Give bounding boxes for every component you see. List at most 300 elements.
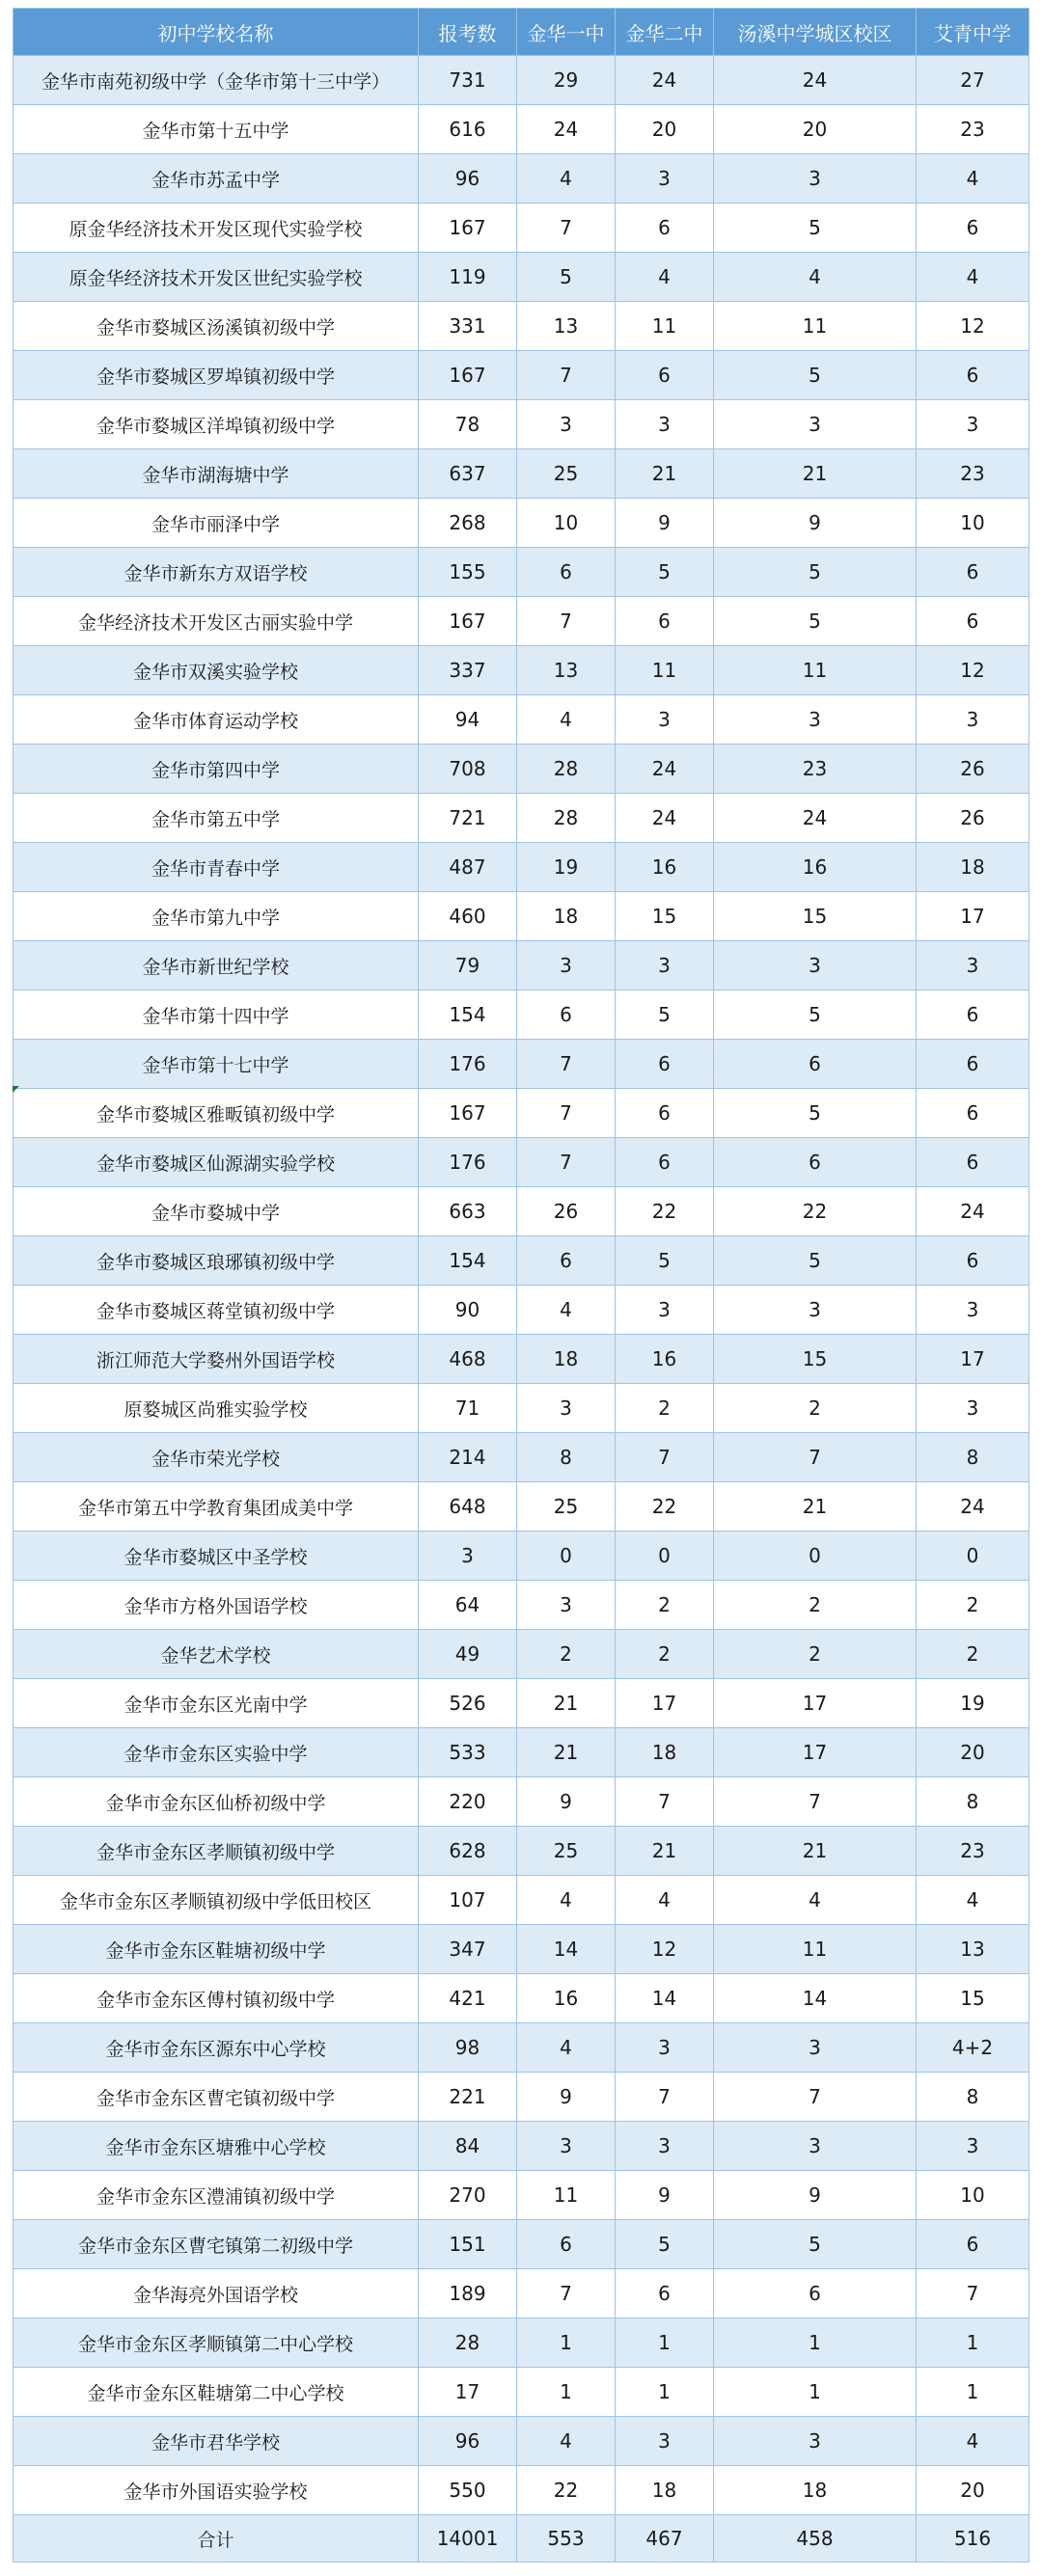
- cell-applicants: 189: [419, 2269, 517, 2318]
- cell-jinhua-no2: 3: [616, 695, 714, 745]
- cell-applicants: 533: [419, 1728, 517, 1777]
- table-row: [14, 154, 1029, 203]
- cell-aiqing: 20: [917, 2466, 1029, 2515]
- cell-jinhua-no2: 24: [616, 56, 714, 105]
- cell-applicants: 176: [419, 1040, 517, 1089]
- cell-jinhua-no2: 22: [616, 1482, 714, 1532]
- admission-quota-table: [13, 8, 1029, 2562]
- cell-aiqing: 4: [917, 1876, 1029, 1925]
- cell-jinhua-no1: 11: [517, 2171, 616, 2220]
- cell-school-name: 金华市婺城区琅琊镇初级中学: [14, 1236, 419, 1286]
- cell-error-indicator-icon: [13, 1086, 19, 1093]
- cell-tangxi-city-campus: 4: [714, 253, 917, 302]
- cell-aiqing: 8: [917, 1777, 1029, 1827]
- cell-school-name: 金华市君华学校: [14, 2417, 419, 2466]
- cell-jinhua-no2: 2: [616, 1581, 714, 1630]
- cell-applicants: 71: [419, 1384, 517, 1433]
- cell-jinhua-no1: 4: [517, 1286, 616, 1335]
- table-row: [14, 548, 1029, 597]
- cell-aiqing: 26: [917, 794, 1029, 843]
- cell-aiqing: 4: [917, 253, 1029, 302]
- cell-applicants: 17: [419, 2368, 517, 2417]
- cell-aiqing: 6: [917, 1089, 1029, 1138]
- cell-jinhua-no1: 7: [517, 1138, 616, 1187]
- cell-school-name: 原金华经济技术开发区现代实验学校: [14, 203, 419, 253]
- cell-tangxi-city-campus: 3: [714, 2417, 917, 2466]
- cell-jinhua-no1: 10: [517, 499, 616, 548]
- cell-aiqing: 19: [917, 1679, 1029, 1728]
- cell-jinhua-no1: 8: [517, 1433, 616, 1482]
- cell-school-name: 金华市金东区孝顺镇第二中心学校: [14, 2318, 419, 2368]
- cell-school-name: 金华市青春中学: [14, 843, 419, 892]
- cell-tangxi-city-campus: 5: [714, 990, 917, 1040]
- table-row: [14, 2318, 1029, 2368]
- table-row: [14, 695, 1029, 745]
- cell-applicants: 154: [419, 990, 517, 1040]
- cell-tangxi-city-campus: 5: [714, 1089, 917, 1138]
- table-row: [14, 203, 1029, 253]
- cell-school-name: 金华市荣光学校: [14, 1433, 419, 1482]
- table-row: [14, 56, 1029, 105]
- cell-jinhua-no1: 5: [517, 253, 616, 302]
- cell-school-name: 金华市金东区孝顺镇初级中学低田校区: [14, 1876, 419, 1925]
- table-row: [14, 2269, 1029, 2318]
- table-row: [14, 990, 1029, 1040]
- cell-jinhua-no1: 6: [517, 990, 616, 1040]
- cell-applicants: 90: [419, 1286, 517, 1335]
- cell-applicants: 663: [419, 1187, 517, 1236]
- cell-jinhua-no2: 18: [616, 1728, 714, 1777]
- cell-jinhua-no1: 18: [517, 892, 616, 941]
- cell-aiqing: 3: [917, 2122, 1029, 2171]
- cell-aiqing: 13: [917, 1925, 1029, 1974]
- cell-school-name: 金华市婺城区仙源湖实验学校: [14, 1138, 419, 1187]
- cell-jinhua-no1: 25: [517, 1827, 616, 1876]
- cell-applicants: 154: [419, 1236, 517, 1286]
- cell-school-name: 金华艺术学校: [14, 1630, 419, 1679]
- cell-jinhua-no1: 3: [517, 1384, 616, 1433]
- cell-tangxi-city-campus: 11: [714, 302, 917, 351]
- cell-applicants: 176: [419, 1138, 517, 1187]
- cell-jinhua-no1: 3: [517, 400, 616, 449]
- cell-aiqing: 2: [917, 1630, 1029, 1679]
- total-tangxi-city-campus: 458: [714, 2515, 917, 2562]
- cell-jinhua-no2: 15: [616, 892, 714, 941]
- cell-applicants: 94: [419, 695, 517, 745]
- cell-school-name: 金华市南苑初级中学（金华市第十三中学）: [14, 56, 419, 105]
- cell-jinhua-no1: 26: [517, 1187, 616, 1236]
- cell-aiqing: 3: [917, 1384, 1029, 1433]
- cell-jinhua-no2: 1: [616, 2318, 714, 2368]
- cell-school-name: 金华市婺城中学: [14, 1187, 419, 1236]
- cell-tangxi-city-campus: 24: [714, 794, 917, 843]
- cell-school-name: 金华市新世纪学校: [14, 941, 419, 990]
- total-jinhua-no1: 553: [517, 2515, 616, 2562]
- cell-school-name: 原金华经济技术开发区世纪实验学校: [14, 253, 419, 302]
- cell-school-name: 金华市婺城区洋埠镇初级中学: [14, 400, 419, 449]
- table-row: [14, 1630, 1029, 1679]
- cell-applicants: 3: [419, 1532, 517, 1581]
- cell-school-name: 金华市丽泽中学: [14, 499, 419, 548]
- cell-aiqing: 3: [917, 400, 1029, 449]
- table-footer: [14, 2515, 1029, 2562]
- cell-tangxi-city-campus: 1: [714, 2368, 917, 2417]
- cell-tangxi-city-campus: 9: [714, 499, 917, 548]
- cell-jinhua-no1: 25: [517, 449, 616, 499]
- cell-school-name: 金华经济技术开发区古丽实验中学: [14, 597, 419, 646]
- cell-school-name: 金华市第四中学: [14, 745, 419, 794]
- cell-jinhua-no1: 9: [517, 1777, 616, 1827]
- cell-jinhua-no2: 21: [616, 449, 714, 499]
- cell-applicants: 155: [419, 548, 517, 597]
- cell-applicants: 79: [419, 941, 517, 990]
- cell-school-name: 金华市湖海塘中学: [14, 449, 419, 499]
- table-row: [14, 105, 1029, 154]
- cell-aiqing: 6: [917, 548, 1029, 597]
- cell-jinhua-no2: 5: [616, 990, 714, 1040]
- cell-tangxi-city-campus: 3: [714, 941, 917, 990]
- cell-applicants: 220: [419, 1777, 517, 1827]
- cell-school-name: 金华市婺城区罗埠镇初级中学: [14, 351, 419, 400]
- cell-school-name: 金华海亮外国语学校: [14, 2269, 419, 2318]
- cell-jinhua-no1: 21: [517, 1679, 616, 1728]
- cell-school-name: 金华市第十五中学: [14, 105, 419, 154]
- cell-tangxi-city-campus: 3: [714, 695, 917, 745]
- cell-aiqing: 12: [917, 302, 1029, 351]
- cell-aiqing: 23: [917, 105, 1029, 154]
- total-jinhua-no2: 467: [616, 2515, 714, 2562]
- cell-aiqing: 1: [917, 2368, 1029, 2417]
- cell-jinhua-no1: 3: [517, 1581, 616, 1630]
- cell-aiqing: 20: [917, 1728, 1029, 1777]
- table-row: [14, 1777, 1029, 1827]
- cell-applicants: 107: [419, 1876, 517, 1925]
- cell-aiqing: 6: [917, 203, 1029, 253]
- table-row: [14, 351, 1029, 400]
- cell-tangxi-city-campus: 15: [714, 1335, 917, 1384]
- cell-applicants: 167: [419, 203, 517, 253]
- cell-jinhua-no2: 3: [616, 400, 714, 449]
- cell-school-name: 金华市第九中学: [14, 892, 419, 941]
- table-row: [14, 1187, 1029, 1236]
- cell-tangxi-city-campus: 5: [714, 203, 917, 253]
- cell-applicants: 64: [419, 1581, 517, 1630]
- cell-jinhua-no1: 2: [517, 1630, 616, 1679]
- table-row: [14, 2220, 1029, 2269]
- cell-aiqing: 17: [917, 1335, 1029, 1384]
- header-tangxi-city-campus: 汤溪中学城区校区: [714, 9, 917, 56]
- cell-aiqing: 17: [917, 892, 1029, 941]
- cell-tangxi-city-campus: 6: [714, 2269, 917, 2318]
- table-row: [14, 892, 1029, 941]
- cell-school-name: 金华市金东区实验中学: [14, 1728, 419, 1777]
- cell-applicants: 637: [419, 449, 517, 499]
- cell-applicants: 119: [419, 253, 517, 302]
- table-row: [14, 253, 1029, 302]
- cell-school-name: 金华市金东区曹宅镇第二初级中学: [14, 2220, 419, 2269]
- cell-applicants: 167: [419, 1089, 517, 1138]
- cell-school-name: 金华市苏孟中学: [14, 154, 419, 203]
- cell-jinhua-no2: 4: [616, 253, 714, 302]
- table-row: [14, 597, 1029, 646]
- cell-aiqing: 1: [917, 2318, 1029, 2368]
- cell-jinhua-no1: 7: [517, 1089, 616, 1138]
- table-row: [14, 1286, 1029, 1335]
- cell-tangxi-city-campus: 7: [714, 1433, 917, 1482]
- cell-aiqing: 10: [917, 2171, 1029, 2220]
- cell-jinhua-no1: 28: [517, 794, 616, 843]
- table-row: [14, 1335, 1029, 1384]
- cell-school-name: 金华市金东区傅村镇初级中学: [14, 1974, 419, 2023]
- table-row: [14, 1728, 1029, 1777]
- cell-tangxi-city-campus: 24: [714, 56, 917, 105]
- table-row: [14, 646, 1029, 695]
- cell-aiqing: 4: [917, 2417, 1029, 2466]
- cell-tangxi-city-campus: 14: [714, 1974, 917, 2023]
- cell-applicants: 270: [419, 2171, 517, 2220]
- cell-jinhua-no2: 6: [616, 351, 714, 400]
- table-row: [14, 2073, 1029, 2122]
- cell-aiqing: 6: [917, 1236, 1029, 1286]
- cell-aiqing: 3: [917, 941, 1029, 990]
- cell-tangxi-city-campus: 3: [714, 2122, 917, 2171]
- cell-jinhua-no2: 6: [616, 2269, 714, 2318]
- cell-aiqing: 24: [917, 1187, 1029, 1236]
- cell-applicants: 731: [419, 56, 517, 105]
- total-label: 合计: [14, 2515, 419, 2562]
- cell-applicants: 214: [419, 1433, 517, 1482]
- cell-jinhua-no2: 11: [616, 302, 714, 351]
- cell-tangxi-city-campus: 5: [714, 1236, 917, 1286]
- total-applicants: 14001: [419, 2515, 517, 2562]
- cell-tangxi-city-campus: 11: [714, 646, 917, 695]
- cell-school-name: 金华市婺城区汤溪镇初级中学: [14, 302, 419, 351]
- cell-jinhua-no2: 16: [616, 1335, 714, 1384]
- cell-jinhua-no1: 4: [517, 2417, 616, 2466]
- header-jinhua-no1: 金华一中: [517, 9, 616, 56]
- cell-applicants: 721: [419, 794, 517, 843]
- cell-aiqing: 23: [917, 449, 1029, 499]
- cell-tangxi-city-campus: 3: [714, 2023, 917, 2073]
- cell-jinhua-no2: 1: [616, 2368, 714, 2417]
- cell-applicants: 648: [419, 1482, 517, 1532]
- cell-aiqing: 0: [917, 1532, 1029, 1581]
- cell-tangxi-city-campus: 2: [714, 1581, 917, 1630]
- cell-applicants: 268: [419, 499, 517, 548]
- cell-applicants: 84: [419, 2122, 517, 2171]
- cell-applicants: 151: [419, 2220, 517, 2269]
- cell-jinhua-no1: 4: [517, 695, 616, 745]
- cell-jinhua-no2: 7: [616, 1433, 714, 1482]
- cell-school-name: 金华市双溪实验学校: [14, 646, 419, 695]
- cell-jinhua-no2: 5: [616, 2220, 714, 2269]
- cell-jinhua-no1: 7: [517, 597, 616, 646]
- cell-school-name: 金华市第五中学: [14, 794, 419, 843]
- cell-aiqing: 18: [917, 843, 1029, 892]
- cell-jinhua-no1: 1: [517, 2368, 616, 2417]
- cell-jinhua-no1: 28: [517, 745, 616, 794]
- cell-jinhua-no2: 3: [616, 2417, 714, 2466]
- table-row: [14, 400, 1029, 449]
- cell-jinhua-no2: 22: [616, 1187, 714, 1236]
- cell-jinhua-no2: 7: [616, 2073, 714, 2122]
- cell-jinhua-no2: 16: [616, 843, 714, 892]
- table-row: [14, 745, 1029, 794]
- cell-jinhua-no1: 6: [517, 1236, 616, 1286]
- cell-applicants: 167: [419, 351, 517, 400]
- cell-jinhua-no2: 6: [616, 1089, 714, 1138]
- cell-school-name: 金华市婺城区中圣学校: [14, 1532, 419, 1581]
- cell-applicants: 616: [419, 105, 517, 154]
- cell-aiqing: 8: [917, 2073, 1029, 2122]
- table-row: [14, 2171, 1029, 2220]
- cell-jinhua-no1: 4: [517, 154, 616, 203]
- cell-tangxi-city-campus: 2: [714, 1384, 917, 1433]
- cell-school-name: 金华市金东区鞋塘第二中心学校: [14, 2368, 419, 2417]
- table-row: [14, 1482, 1029, 1532]
- table-row: [14, 1532, 1029, 1581]
- cell-school-name: 金华市金东区仙桥初级中学: [14, 1777, 419, 1827]
- table-row: [14, 2417, 1029, 2466]
- cell-tangxi-city-campus: 11: [714, 1925, 917, 1974]
- cell-jinhua-no2: 3: [616, 2122, 714, 2171]
- cell-aiqing: 3: [917, 1286, 1029, 1335]
- cell-school-name: 金华市外国语实验学校: [14, 2466, 419, 2515]
- cell-jinhua-no2: 6: [616, 1040, 714, 1089]
- cell-jinhua-no2: 3: [616, 2023, 714, 2073]
- cell-tangxi-city-campus: 15: [714, 892, 917, 941]
- cell-tangxi-city-campus: 9: [714, 2171, 917, 2220]
- cell-school-name: 金华市金东区塘雅中心学校: [14, 2122, 419, 2171]
- cell-tangxi-city-campus: 4: [714, 1876, 917, 1925]
- cell-tangxi-city-campus: 3: [714, 1286, 917, 1335]
- cell-aiqing: 24: [917, 1482, 1029, 1532]
- cell-jinhua-no1: 14: [517, 1925, 616, 1974]
- table-row: [14, 1236, 1029, 1286]
- cell-applicants: 96: [419, 2417, 517, 2466]
- cell-applicants: 550: [419, 2466, 517, 2515]
- cell-tangxi-city-campus: 7: [714, 1777, 917, 1827]
- cell-school-name: 金华市金东区鞋塘初级中学: [14, 1925, 419, 1974]
- cell-jinhua-no1: 7: [517, 203, 616, 253]
- cell-aiqing: 12: [917, 646, 1029, 695]
- cell-aiqing: 2: [917, 1581, 1029, 1630]
- cell-jinhua-no2: 3: [616, 154, 714, 203]
- cell-school-name: 金华市金东区曹宅镇初级中学: [14, 2073, 419, 2122]
- cell-school-name: 金华市新东方双语学校: [14, 548, 419, 597]
- cell-jinhua-no1: 9: [517, 2073, 616, 2122]
- cell-jinhua-no1: 6: [517, 548, 616, 597]
- cell-jinhua-no1: 18: [517, 1335, 616, 1384]
- table-row: [14, 941, 1029, 990]
- cell-jinhua-no2: 6: [616, 597, 714, 646]
- cell-tangxi-city-campus: 6: [714, 1040, 917, 1089]
- table-row: [14, 302, 1029, 351]
- cell-jinhua-no2: 9: [616, 499, 714, 548]
- header-applicants: 报考数: [419, 9, 517, 56]
- header-aiqing: 艾青中学: [917, 9, 1029, 56]
- table-row: [14, 2368, 1029, 2417]
- cell-school-name: 金华市婺城区雅畈镇初级中学: [14, 1089, 419, 1138]
- table-row: [14, 1384, 1029, 1433]
- cell-aiqing: 6: [917, 351, 1029, 400]
- cell-tangxi-city-campus: 3: [714, 154, 917, 203]
- cell-aiqing: 10: [917, 499, 1029, 548]
- cell-jinhua-no2: 11: [616, 646, 714, 695]
- cell-aiqing: 6: [917, 990, 1029, 1040]
- table-row: [14, 2122, 1029, 2171]
- cell-aiqing: 27: [917, 56, 1029, 105]
- cell-tangxi-city-campus: 5: [714, 548, 917, 597]
- cell-jinhua-no2: 3: [616, 1286, 714, 1335]
- cell-aiqing: 26: [917, 745, 1029, 794]
- cell-tangxi-city-campus: 17: [714, 1679, 917, 1728]
- table-row: [14, 1581, 1029, 1630]
- table-row: [14, 843, 1029, 892]
- cell-school-name: 金华市体育运动学校: [14, 695, 419, 745]
- cell-applicants: 331: [419, 302, 517, 351]
- cell-jinhua-no2: 9: [616, 2171, 714, 2220]
- table-row: [14, 1974, 1029, 2023]
- cell-applicants: 628: [419, 1827, 517, 1876]
- cell-tangxi-city-campus: 5: [714, 597, 917, 646]
- cell-applicants: 421: [419, 1974, 517, 2023]
- cell-jinhua-no1: 3: [517, 941, 616, 990]
- cell-jinhua-no1: 24: [517, 105, 616, 154]
- cell-school-name: 原婺城区尚雅实验学校: [14, 1384, 419, 1433]
- cell-jinhua-no1: 3: [517, 2122, 616, 2171]
- cell-jinhua-no1: 21: [517, 1728, 616, 1777]
- cell-jinhua-no1: 7: [517, 351, 616, 400]
- cell-aiqing: 4+2: [917, 2023, 1029, 2073]
- table-row: [14, 1679, 1029, 1728]
- cell-jinhua-no1: 0: [517, 1532, 616, 1581]
- header-row: [14, 9, 1029, 56]
- cell-school-name: 金华市金东区光南中学: [14, 1679, 419, 1728]
- cell-jinhua-no2: 2: [616, 1384, 714, 1433]
- cell-jinhua-no2: 21: [616, 1827, 714, 1876]
- cell-jinhua-no2: 3: [616, 941, 714, 990]
- cell-tangxi-city-campus: 21: [714, 1482, 917, 1532]
- cell-jinhua-no1: 22: [517, 2466, 616, 2515]
- cell-aiqing: 6: [917, 597, 1029, 646]
- cell-tangxi-city-campus: 17: [714, 1728, 917, 1777]
- cell-jinhua-no1: 7: [517, 2269, 616, 2318]
- total-row: [14, 2515, 1029, 2562]
- cell-jinhua-no2: 24: [616, 794, 714, 843]
- cell-jinhua-no1: 25: [517, 1482, 616, 1532]
- cell-tangxi-city-campus: 7: [714, 2073, 917, 2122]
- cell-jinhua-no2: 0: [616, 1532, 714, 1581]
- cell-jinhua-no1: 4: [517, 1876, 616, 1925]
- cell-jinhua-no1: 16: [517, 1974, 616, 2023]
- cell-applicants: 96: [419, 154, 517, 203]
- cell-tangxi-city-campus: 21: [714, 1827, 917, 1876]
- cell-tangxi-city-campus: 16: [714, 843, 917, 892]
- cell-jinhua-no1: 29: [517, 56, 616, 105]
- cell-jinhua-no2: 14: [616, 1974, 714, 2023]
- table-row: [14, 499, 1029, 548]
- cell-applicants: 78: [419, 400, 517, 449]
- cell-aiqing: 23: [917, 1827, 1029, 1876]
- cell-jinhua-no2: 4: [616, 1876, 714, 1925]
- cell-tangxi-city-campus: 2: [714, 1630, 917, 1679]
- cell-school-name: 金华市第十七中学: [14, 1040, 419, 1089]
- cell-jinhua-no2: 2: [616, 1630, 714, 1679]
- table-row: [14, 1138, 1029, 1187]
- cell-tangxi-city-campus: 1: [714, 2318, 917, 2368]
- table-row: [14, 2023, 1029, 2073]
